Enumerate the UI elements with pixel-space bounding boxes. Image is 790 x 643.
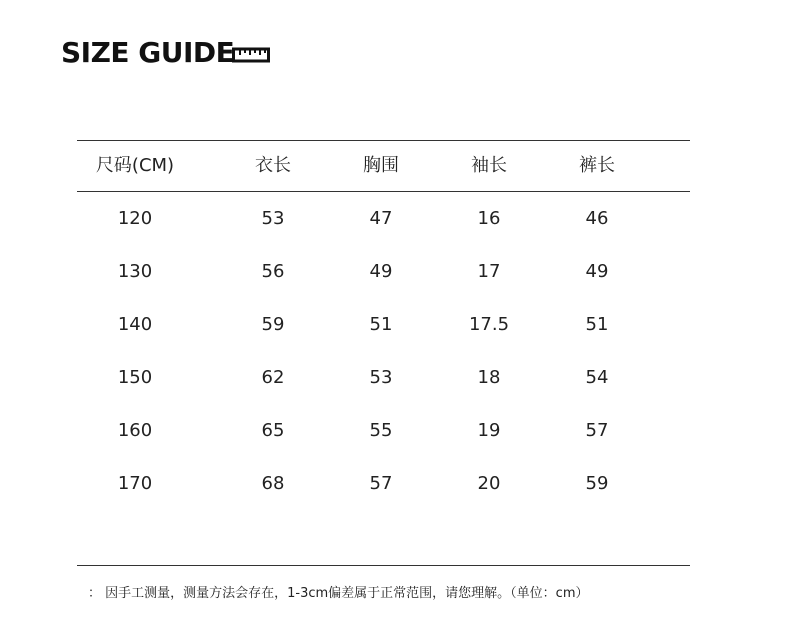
- cell-size: 130: [117, 261, 153, 282]
- cell-pants-length: 59: [585, 473, 609, 494]
- cell-size: 120: [117, 208, 153, 229]
- cell-pants-length: 51: [585, 314, 609, 335]
- cell-chest: 53: [369, 367, 393, 388]
- cell-pants-length: 54: [585, 367, 609, 388]
- cell-length: 53: [261, 208, 285, 229]
- cell-chest: 47: [369, 208, 393, 229]
- cell-length: 56: [261, 261, 285, 282]
- cell-chest: 49: [369, 261, 393, 282]
- cell-size: 160: [117, 420, 153, 441]
- cell-length: 65: [261, 420, 285, 441]
- measurement-footnote: ： 因手工测量，测量方法会存在，1-3cm偏差属于正常范围，请您理解。（单位：cm）: [88, 586, 589, 601]
- table-top-rule: [77, 140, 690, 141]
- ruler-icon: [232, 44, 270, 64]
- cell-pants-length: 49: [585, 261, 609, 282]
- cell-pants-length: 46: [585, 208, 609, 229]
- header-pants-length: 裤长: [579, 155, 615, 176]
- cell-chest: 51: [369, 314, 393, 335]
- cell-sleeve: 20: [477, 473, 501, 494]
- table-bottom-rule: [77, 565, 690, 566]
- cell-chest: 55: [369, 420, 393, 441]
- cell-length: 62: [261, 367, 285, 388]
- header-size: 尺码(CM): [95, 155, 175, 176]
- cell-sleeve: 17.5: [468, 314, 510, 335]
- cell-size: 170: [117, 473, 153, 494]
- header-chest: 胸围: [363, 155, 399, 176]
- table-header-rule: [77, 191, 690, 192]
- cell-sleeve: 17: [477, 261, 501, 282]
- cell-pants-length: 57: [585, 420, 609, 441]
- cell-sleeve: 16: [477, 208, 501, 229]
- header-length: 衣长: [255, 155, 291, 176]
- cell-size: 140: [117, 314, 153, 335]
- cell-chest: 57: [369, 473, 393, 494]
- cell-size: 150: [117, 367, 153, 388]
- header-sleeve: 袖长: [471, 155, 507, 176]
- cell-sleeve: 18: [477, 367, 501, 388]
- cell-length: 59: [261, 314, 285, 335]
- cell-sleeve: 19: [477, 420, 501, 441]
- page-title: SIZE GUIDE: [61, 36, 235, 69]
- cell-length: 68: [261, 473, 285, 494]
